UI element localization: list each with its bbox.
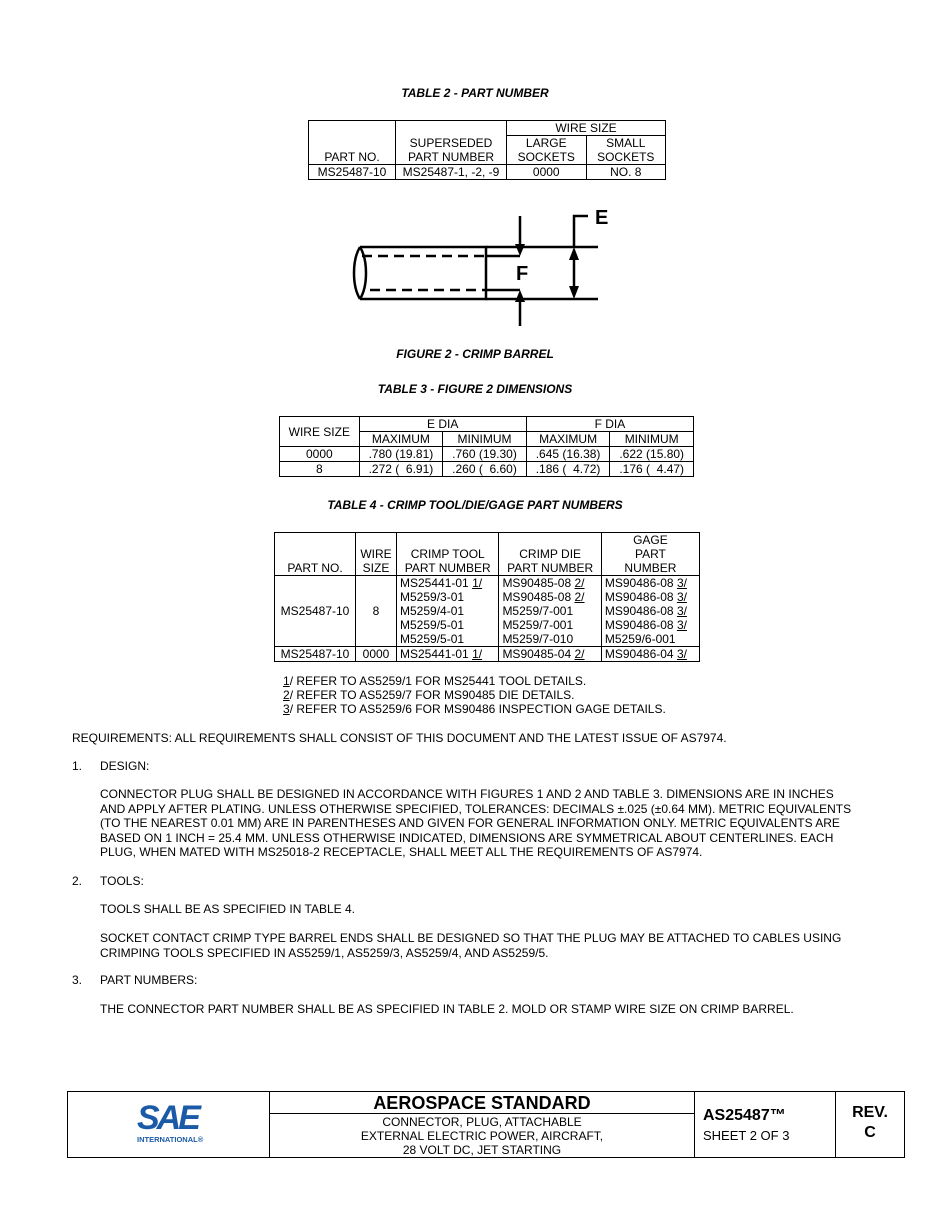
cell-f-max: .645 (16.38) [526, 447, 610, 462]
table-row [275, 576, 700, 647]
cell-e-max: .780 (19.81) [359, 447, 443, 462]
col-large-l2: SOCKETS [517, 150, 575, 164]
col-small-l2: SOCKETS [597, 150, 655, 164]
tool-line: M5259/5-01 [400, 632, 465, 646]
cell-gage: MS90486-04 3/ [601, 647, 699, 662]
die-line: M5259/7-010 [502, 632, 574, 646]
table-row [309, 165, 666, 180]
cell-wire: 8 [356, 576, 397, 647]
cell-wire: 0000 [280, 447, 360, 462]
figure2-caption: FIGURE 2 - CRIMP BARREL [396, 347, 554, 361]
col-die-l2: PART NUMBER [507, 561, 594, 575]
note-3: 3/ REFER TO AS5259/6 FOR MS90486 INSPECTION GAGE DETAILS. [283, 702, 666, 716]
table2-caption: TABLE 2 - PART NUMBER [401, 86, 549, 100]
col-large-l1: LARGE [525, 136, 567, 150]
col-wire-size: WIRE SIZE [507, 121, 666, 136]
standard-title: AEROSPACE STANDARD [270, 1092, 694, 1114]
section-1-number: 1. [72, 759, 83, 773]
col-f-max: MAXIMUM [526, 432, 610, 447]
col-wire-size: WIRE SIZE [280, 417, 360, 447]
tool-line: M5259/3-01 [400, 590, 465, 604]
table-row [280, 462, 694, 477]
table3-caption: TABLE 3 - FIGURE 2 DIMENSIONS [377, 382, 573, 396]
note-1: 1/ REFER TO AS5259/1 FOR MS25441 TOOL DETAILS. [283, 674, 587, 688]
col-tool-l2: PART NUMBER [404, 561, 491, 575]
cell-e-min: .260 ( 6.60) [443, 462, 527, 477]
cell-part: MS25487-10 [275, 576, 356, 647]
cell-tools [397, 576, 499, 647]
sheet-number: SHEET 2 OF 3 [703, 1128, 790, 1143]
col-gage-l2: PART [634, 547, 666, 561]
tool-line: MS25441-01 1/ [400, 576, 483, 590]
col-wire-l2: SIZE [362, 561, 390, 575]
crimp-tool-table [274, 532, 700, 662]
gage-line: MS90486-08 3/ [604, 604, 687, 618]
section-1-title: DESIGN: [100, 759, 150, 773]
col-part-no: PART NO. [275, 533, 356, 576]
die-line: M5259/7-001 [502, 604, 574, 618]
e-arrow-bottom [569, 286, 579, 299]
col-gage-l3: NUMBER [624, 561, 677, 575]
revision-label: REV. [852, 1104, 888, 1121]
f-arrow-bottom [515, 290, 525, 302]
tool-line: M5259/4-01 [400, 604, 465, 618]
section-2-para-1: TOOLS SHALL BE AS SPECIFIED IN TABLE 4. [100, 902, 355, 916]
e-arrow-top [569, 247, 579, 260]
cell-part: MS25487-10 [275, 647, 356, 662]
cell-superseded: MS25487-1, -2, -9 [396, 165, 507, 180]
table4-notes [283, 674, 666, 716]
die-line: MS90485-08 2/ [502, 590, 585, 604]
col-superseded-l2: PART NUMBER [407, 150, 494, 164]
revision-cell [836, 1092, 904, 1157]
dimensions-table [279, 416, 694, 477]
cell-die: MS90485-04 2/ [499, 647, 601, 662]
gage-line: MS90486-08 3/ [604, 590, 687, 604]
gage-line: MS90486-08 3/ [604, 618, 687, 632]
section-3-para-1: THE CONNECTOR PART NUMBER SHALL BE AS SPECIFIED IN TABLE 2. MOLD OR STAMP WIRE SIZE ON CRIMP BARREL. [100, 1002, 794, 1016]
col-tool-l1: CRIMP TOOL [410, 547, 485, 561]
cell-e-min: .760 (19.30) [443, 447, 527, 462]
col-gage [601, 533, 699, 576]
cell-f-min: .622 (15.80) [610, 447, 694, 462]
label-f: F [516, 263, 529, 285]
e-leader [574, 216, 588, 247]
col-die-l1: CRIMP DIE [519, 547, 582, 561]
col-superseded-l1: SUPERSEDED [409, 136, 493, 150]
cell-wire: 8 [280, 462, 360, 477]
col-small-l1: SMALL [606, 136, 646, 150]
col-f-min: MINIMUM [610, 432, 694, 447]
col-e-dia: E DIA [359, 417, 526, 432]
cell-small: NO. 8 [586, 165, 666, 180]
table4-caption: TABLE 4 - CRIMP TOOL/DIE/GAGE PART NUMBERS [327, 498, 623, 512]
tool-line: M5259/5-01 [400, 618, 465, 632]
col-f-dia: F DIA [526, 417, 693, 432]
cell-f-min: .176 ( 4.47) [610, 462, 694, 477]
title-block [67, 1091, 905, 1158]
cell-gages [601, 576, 699, 647]
col-part-no: PART NO. [309, 121, 396, 165]
cell-large: 0000 [507, 165, 587, 180]
sae-logo: SAE [137, 1099, 198, 1137]
standard-description: CONNECTOR, PLUG, ATTACHABLE EXTERNAL ELECTRIC POWER, AIRCRAFT, 28 VOLT DC, JET STARTING [360, 1115, 604, 1157]
col-gage-l1: GAGE [633, 533, 668, 547]
doc-number-cell [695, 1092, 836, 1157]
logo-cell [68, 1092, 270, 1157]
barrel-left-curve [354, 247, 360, 299]
title-cell [270, 1092, 695, 1157]
gage-line: M5259/6-001 [604, 632, 676, 646]
section-2-number: 2. [72, 874, 83, 888]
col-large-sockets [507, 136, 587, 165]
section-1-body: CONNECTOR PLUG SHALL BE DESIGNED IN ACCORDANCE WITH FIGURES 1 AND 2 AND TABLE 3. DIMENSIONS ARE IN INCHES AND APPLY AFTER PLATING. UNLESS OTHERWISE SPECIFIED, TOLERANCES: DECIMALS ±.025 (±0.64 MM). METRIC EQUIVALENTS (TO THE NEAREST 0.01 MM) ARE IN PARENTHESES AND GIVEN FOR GENERAL INFORMATION ONLY. METRIC EQUIVALENTS ARE BASED ON 1 INCH = 25.4 MM. UNLESS OTHERWISE INDICATED, DIMENSIONS ARE SYMMETRICAL ABOUT CENTERLINES. EACH PLUG, WHEN MATED WITH MS25018-2 RECEPTACLE, SHALL MEET ALL THE REQUIREMENTS OF AS7974. [100, 787, 852, 859]
gage-line: MS90486-08 3/ [604, 576, 687, 590]
requirements-paragraph: REQUIREMENTS: ALL REQUIREMENTS SHALL CONSIST OF THIS DOCUMENT AND THE LATEST ISSUE OF AS7974. [72, 731, 727, 745]
cell-part: MS25487-10 [309, 165, 396, 180]
col-crimp-tool [397, 533, 499, 576]
col-e-max: MAXIMUM [359, 432, 443, 447]
col-e-min: MINIMUM [443, 432, 527, 447]
note-2: 2/ REFER TO AS5259/7 FOR MS90485 DIE DETAILS. [283, 688, 575, 702]
crimp-barrel-figure [340, 200, 630, 330]
col-wire-size [356, 533, 397, 576]
sae-logo-subtitle: INTERNATIONAL® [137, 1135, 204, 1144]
cell-e-max: .272 ( 6.91) [359, 462, 443, 477]
cell-dies [499, 576, 601, 647]
cell-f-max: .186 ( 4.72) [526, 462, 610, 477]
doc-number: AS25487™ [703, 1107, 786, 1124]
col-small-sockets [586, 136, 666, 165]
table-row [280, 447, 694, 462]
section-3-number: 3. [72, 973, 83, 987]
section-3-title: PART NUMBERS: [100, 973, 198, 987]
cell-wire: 0000 [356, 647, 397, 662]
table-row [275, 647, 700, 662]
die-line: MS90485-08 2/ [502, 576, 585, 590]
die-line: M5259/7-001 [502, 618, 574, 632]
cell-tool: MS25441-01 1/ [397, 647, 499, 662]
col-crimp-die [499, 533, 601, 576]
f-arrow-top [515, 244, 525, 256]
section-2-title: TOOLS: [100, 874, 144, 888]
part-number-table [308, 120, 666, 180]
section-2-para-2: SOCKET CONTACT CRIMP TYPE BARREL ENDS SHALL BE DESIGNED SO THAT THE PLUG MAY BE ATTACHED TO CABLES USING CRIMPING TOOLS SPECIFIED IN AS5259/1, AS5259/3, AS5259/4, AND AS5259/5. [100, 931, 842, 960]
col-superseded [396, 121, 507, 165]
label-e: E [595, 207, 609, 229]
revision-value: C [864, 1124, 876, 1141]
col-wire-l1: WIRE [360, 547, 392, 561]
